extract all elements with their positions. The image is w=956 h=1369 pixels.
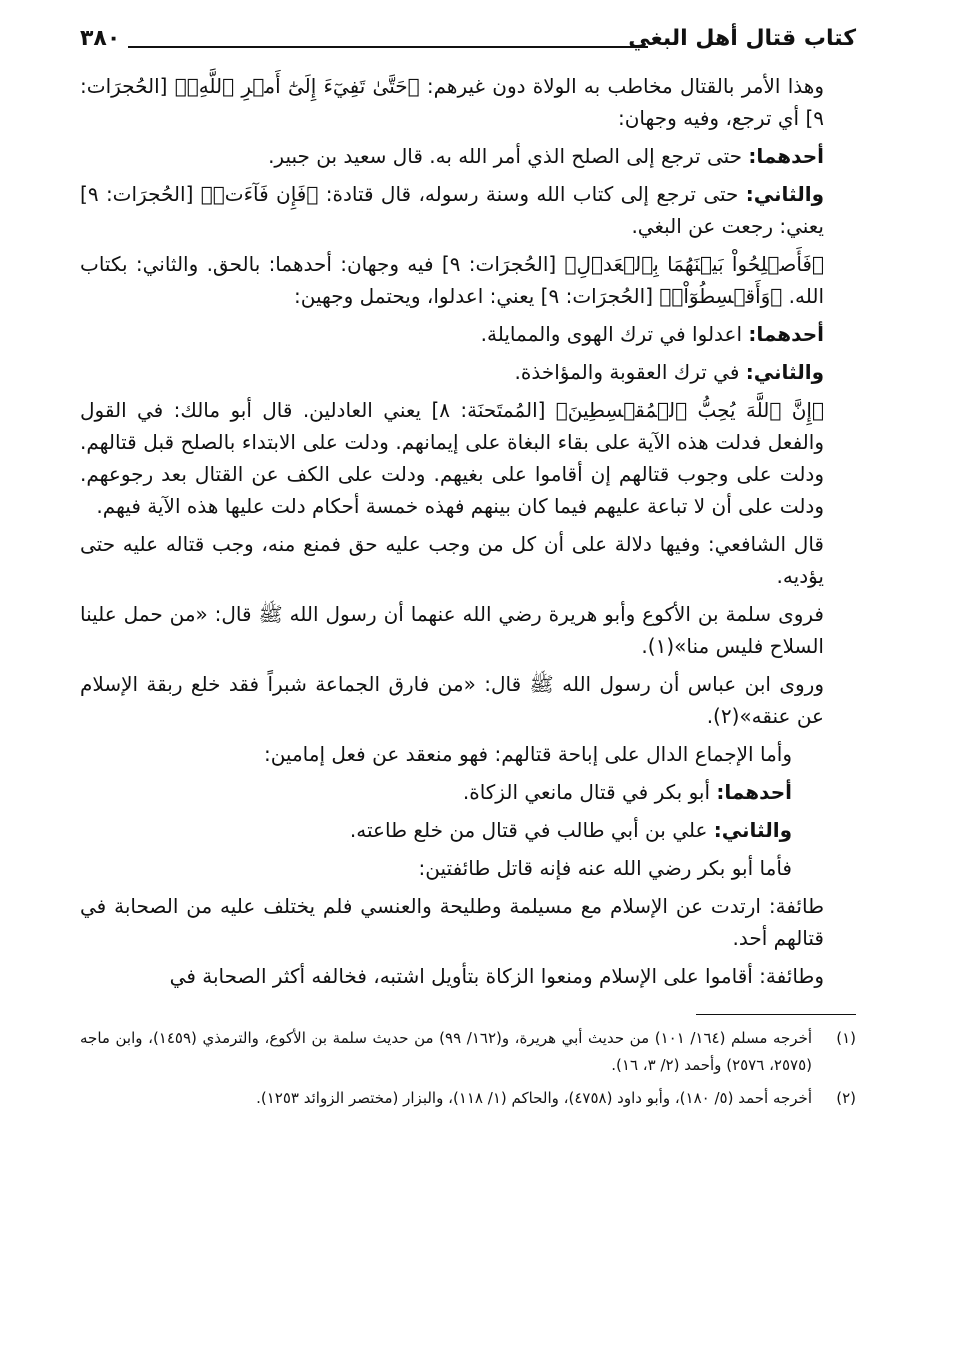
paragraph-text: اعدلوا في ترك الهوى والممايلة. — [480, 322, 749, 346]
paragraph-text: وهذا الأمر بالقتال مخاطب به الولاة دون غيرهم: ﴿حَتَّىٰ تَفِيٓءَ إِلَىٰٓ أَمۡرِ ٱللَّهِۚ﴾ [الحُجرَات: ٩] أي ترجع، وفيه وجهان: — [80, 74, 824, 130]
paragraph-text: طائفة: ارتدت عن الإسلام مع مسيلمة وطليحة والعنسي فلم يختلف عليه من الصحابة في قتالهم أحد. — [80, 894, 824, 950]
footnotes — [80, 1025, 856, 1112]
paragraph-text: في ترك العقوبة والمؤاخذة. — [514, 360, 746, 384]
paragraph — [80, 668, 856, 732]
paragraph-text: علي بن أبي طالب في قتال من خلع طاعته. — [349, 818, 714, 842]
running-title: كتاب قتال أهل البغي — [628, 26, 856, 51]
paragraph — [80, 528, 856, 592]
paragraph-text: فروى سلمة بن الأكوع وأبو هريرة رضي الله عنهما أن رسول الله ﷺ قال: «من حمل علينا السلاح فليس منا»(١). — [80, 602, 824, 658]
paragraph-text: قال الشافعي: وفيها دلالة على أن كل من وجب عليه حق فمنع منه، وجب قتاله عليه حتى يؤديه. — [80, 532, 824, 588]
paragraph-lead: والثاني: — [713, 818, 792, 842]
paragraph-lead: والثاني: — [745, 182, 824, 206]
paragraph — [80, 598, 856, 662]
page-number: ٣٨٠ — [80, 26, 121, 51]
footnote-text: أخرجه أحمد (٥/ ١٨٠)، وأبو داود (٤٧٥٨)، والحاكم (١/ ١١٨)، والبزار (مختصر الزوائد ١٢٥٣). — [256, 1089, 812, 1107]
paragraph-text: وروى ابن عباس أن رسول الله ﷺ قال: «من فارق الجماعة شبراً فقد خلع ربقة الإسلام عن عنقه»(٢). — [80, 672, 824, 728]
paragraph — [80, 70, 856, 134]
paragraph-text: وطائفة: أقاموا على الإسلام ومنعوا الزكاة بتأويل اشتبه، فخالفه أكثر الصحابة في — [169, 964, 824, 988]
paragraph-text: حتى ترجع إلى الصلح الذي أمر الله به. قال سعيد بن جبير. — [268, 144, 749, 168]
paragraph — [80, 394, 856, 522]
paragraph — [80, 890, 856, 954]
paragraph — [80, 356, 856, 388]
paragraph-lead: أحدهما: — [748, 322, 824, 346]
page-header — [80, 26, 856, 66]
paragraph — [80, 960, 856, 992]
footnote-separator — [696, 1014, 856, 1015]
footnote-number: (١) — [836, 1029, 856, 1047]
paragraph — [80, 318, 856, 350]
paragraph — [80, 776, 856, 808]
paragraph-text: فأما أبو بكر رضي الله عنه فإنه قاتل طائفتين: — [418, 856, 792, 880]
footnote-text: أخرجه مسلم (١٦٤/ ١٠١) من حديث أبي هريرة، و(١٦٢/ ٩٩) من حديث سلمة بن الأكوع، والترمذي (١٤٥٩)، وابن ماجه (٢٥٧٥، ٢٥٧٦) وأحمد (٢/ ٣، ١٦). — [80, 1029, 813, 1074]
paragraph-text: ﴿إِنَّ ٱللَّهَ يُحِبُّ ٱلۡمُقۡسِطِينَ﴾ [المُمتَحنَة: ٨] يعني العادلين. قال أبو مالك: في القول والفعل فدلت هذه الآية على بقاء البغاة على إيمانهم. ودلت على الابتداء بالصلح قبل قتالهم. ودلت على وجوب قتالهم إن أقاموا على بغيهم. ودلت على الكف عن القتال بعد رجوعهم. ودلت على أن لا تباعة عليهم فيما كان بينهم فهذه خمسة أحكام دلت عليها هذه الآية فيهم. — [80, 398, 824, 518]
book-page — [80, 26, 856, 1118]
paragraph-lead: والثاني: — [745, 360, 824, 384]
paragraph — [80, 178, 856, 242]
paragraph-text: أبو بكر في قتال مانعي الزكاة. — [462, 780, 717, 804]
page-body — [80, 70, 856, 992]
paragraph-text: وأما الإجماع الدال على إباحة قتالهم: فهو منعقد عن فعل إمامين: — [263, 742, 792, 766]
paragraph — [80, 738, 856, 770]
paragraph — [80, 140, 856, 172]
footnote — [80, 1085, 856, 1112]
paragraph-text: حتى ترجع إلى كتاب الله وسنة رسوله، قال قتادة: ﴿فَإِن فَآءَتۡ﴾ [الحُجرَات: ٩] يعني: رجعت عن البغي. — [80, 182, 824, 238]
footnote — [80, 1025, 856, 1079]
paragraph — [80, 248, 856, 312]
paragraph-lead: أحدهما: — [716, 780, 792, 804]
paragraph-text: ﴿فَأَصۡلِحُواْ بَيۡنَهُمَا بِٱلۡعَدۡلِ﴾ [الحُجرَات: ٩] فيه وجهان: أحدهما: بالحق. والثاني: بكتاب الله. ﴿وَأَقۡسِطُوٓاْۖ﴾ [الحُجرَات: ٩] يعني: اعدلوا، ويحتمل وجهين: — [80, 252, 824, 308]
footnote-number: (٢) — [836, 1089, 856, 1107]
paragraph — [80, 852, 856, 884]
paragraph-lead: أحدهما: — [748, 144, 824, 168]
paragraph — [80, 814, 856, 846]
header-rule — [128, 46, 648, 48]
